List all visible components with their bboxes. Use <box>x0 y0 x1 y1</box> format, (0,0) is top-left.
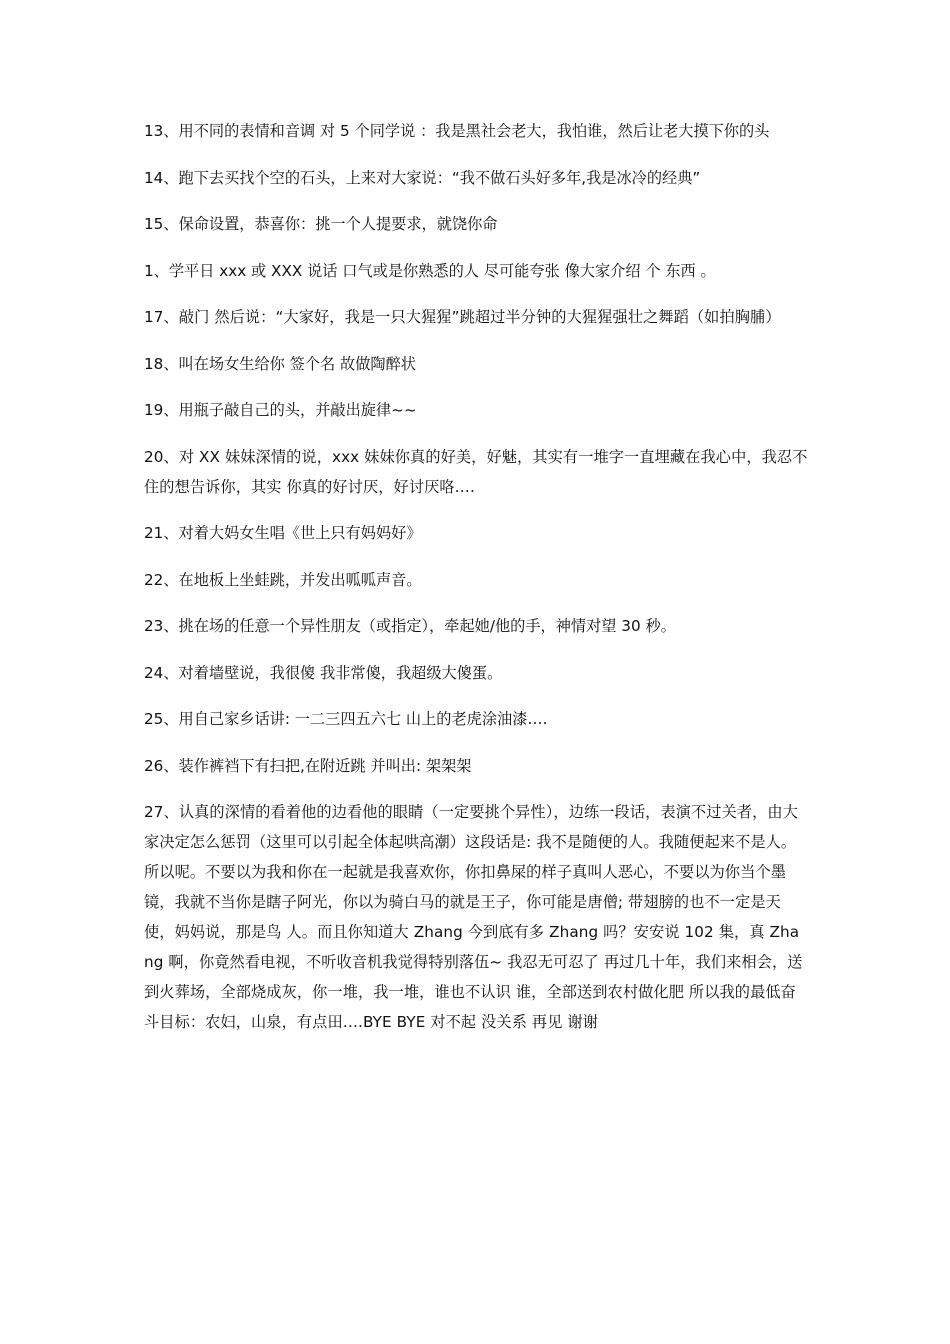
document-body <box>144 116 808 1054</box>
paragraph-22: 22、在地板上坐蛙跳，并发出呱呱声音。 <box>144 570 422 589</box>
paragraph-1: 1、学平日 xxx 或 XXX 说话 口气或是你熟悉的人 尽可能夸张 像大家介绍 个 东西 。 <box>144 261 716 280</box>
paragraph-24: 24、对着墙壁说，我很傻 我非常傻，我超级大傻蛋。 <box>144 663 503 682</box>
paragraph-19: 19、用瓶子敲自己的头，并敲出旋律~~ <box>144 401 417 419</box>
paragraph-17: 17、敲门 然后说：“大家好，我是一只大猩猩”跳超过半分钟的大猩猩强壮之舞蹈（如拍胸脯） <box>144 308 781 326</box>
paragraph-20: 20、对 XX 妹妹深情的说，xxx 妹妹你真的好美，好魅，其实有一堆字一直埋藏在我心中，我忍不住的想告诉你，其实 你真的好讨厌，好讨厌咯…. <box>144 447 808 496</box>
paragraph-27: 27、认真的深情的看着他的边看他的眼睛（一定要挑个异性），边练一段话，表演不过关者，由大家决定怎么惩罚（这里可以引起全体起哄高潮）这段话是: 我不是随便的人。我随便起来不是人。所以呢。不要以为我和你在一起就是我喜欢你，你扣鼻屎的样子真叫人恶心，不要以为你当个墨镜，我就不当你是瞎子阿光，你以为骑白马的就是王子，你可能是唐僧; 带翅膀的也不一定是天使，妈妈说，那是鸟 人。而且你知道大 Zhang 今到底有多 Zhang 吗？安安说 102 集，真 Zhang 啊，你竟然看电视，不听收音机我觉得特别落伍~ 我忍无可忍了 再过几十年，我们来相会，送到火葬场，全部烧成灰，你一堆，我一堆，谁也不认识 谁，全部送到农村做化肥 所以我的最低奋斗目标：农妇，山泉，有点田….BYE BYE 对不起 没关系 再见 谢谢 <box>144 803 803 1031</box>
paragraph-23: 23、挑在场的任意一个异性朋友（或指定），牵起她/他的手，神情对望 30 秒。 <box>144 617 676 635</box>
paragraph-15: 15、保命设置，恭喜你：挑一个人提要求，就饶你命 <box>144 215 498 233</box>
paragraph-18: 18、叫在场女生给你 签个名 故做陶醉状 <box>144 354 416 373</box>
paragraph-13: 13、用不同的表情和音调 对 5 个同学说 ：我是黑社会老大，我怕谁，然后让老大摸下你的头 <box>144 122 770 140</box>
paragraph-26: 26、装作裤裆下有扫把,在附近跳 并叫出: 架架架 <box>144 756 472 775</box>
paragraph-25: 25、用自己家乡话讲: 一二三四五六七 山上的老虎涂油漆…. <box>144 710 548 728</box>
paragraph-14: 14、跑下去买找个空的石头，上来对大家说：“我不做石头好多年,我是冰冷的经典” <box>144 168 701 187</box>
paragraph-21: 21、对着大妈女生唱《世上只有妈妈好》 <box>144 524 422 542</box>
